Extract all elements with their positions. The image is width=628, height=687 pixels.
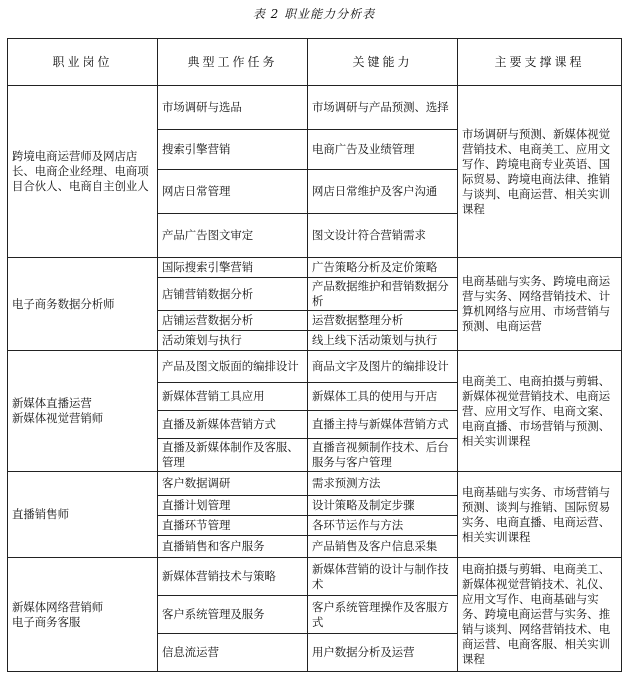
- table-row: [8, 351, 622, 383]
- skill-cell: 线上线下活动策划与执行: [308, 331, 458, 351]
- skill-cell: 新媒体工具的使用与开店: [308, 383, 458, 411]
- header-position: 职业岗位: [8, 39, 158, 86]
- job-position-cell: [8, 472, 158, 558]
- task-cell: 新媒体营销技术与策略: [158, 558, 308, 596]
- table-body: [8, 86, 622, 672]
- task-cell: 国际搜索引擎营销: [158, 258, 308, 278]
- task-cell: 客户数据调研: [158, 472, 308, 496]
- task-cell: 直播环节管理: [158, 516, 308, 536]
- skill-cell: 新媒体营销的设计与制作技术: [308, 558, 458, 596]
- table-row: [8, 258, 622, 278]
- skill-cell: 市场调研与产品预测、选择: [308, 86, 458, 130]
- task-cell: 搜索引擎营销: [158, 130, 308, 170]
- job-position-cell: [8, 258, 158, 351]
- table-row: [8, 558, 622, 596]
- header-skill: 关键能力: [308, 39, 458, 86]
- task-cell: 直播销售和客户服务: [158, 536, 308, 558]
- header-course: 主要支撑课程: [458, 39, 622, 86]
- task-cell: 店铺营销数据分析: [158, 278, 308, 311]
- table-row: [8, 472, 622, 496]
- task-cell: 新媒体营销工具应用: [158, 383, 308, 411]
- task-cell: 直播计划管理: [158, 496, 308, 516]
- job-position-cell: [8, 86, 158, 258]
- task-cell: 活动策划与执行: [158, 331, 308, 351]
- skill-cell: 商品文字及图片的编排设计: [308, 351, 458, 383]
- job-position-cell: [8, 351, 158, 472]
- task-cell: 网店日常管理: [158, 170, 308, 214]
- skill-cell: 设计策略及制定步骤: [308, 496, 458, 516]
- task-cell: 产品广告图文审定: [158, 214, 308, 258]
- header-row: [8, 39, 622, 86]
- support-course-cell: 电商基础与实务、市场营销与预测、谈判与推销、国际贸易实务、电商直播、电商运营、相关实训课程: [458, 472, 622, 558]
- skill-cell: 产品数据维护和营销数据分析: [308, 278, 458, 311]
- skill-cell: 直播主持与新媒体营销方式: [308, 411, 458, 439]
- skill-cell: 各环节运作与方法: [308, 516, 458, 536]
- task-cell: 店铺运营数据分析: [158, 311, 308, 331]
- support-course-cell: 电商基础与实务、跨境电商运营与实务、网络营销技术、计算机网络与应用、市场营销与预测、电商运营: [458, 258, 622, 351]
- task-cell: 信息流运营: [158, 634, 308, 672]
- support-course-cell: 市场调研与预测、新媒体视觉营销技术、电商美工、应用文写作、跨境电商专业英语、国际贸易、跨境电商法律、推销与谈判、电商运营、相关实训课程: [458, 86, 622, 258]
- job-position-line: 直播销售师: [12, 507, 69, 521]
- skill-cell: 图文设计符合营销需求: [308, 214, 458, 258]
- header-task: 典型工作任务: [158, 39, 308, 86]
- table-caption: 表 2 职业能力分析表: [252, 7, 376, 21]
- task-cell: 客户系统管理及服务: [158, 596, 308, 634]
- support-course-cell: 电商拍摄与剪辑、电商美工、新媒体视觉营销技术、礼仪、应用文写作、电商基础与实务、跨境电商运营与实务、推销与谈判、网络营销技术、电商运营、电商客服、相关实训课程: [458, 558, 622, 672]
- skill-cell: 网店日常维护及客户沟通: [308, 170, 458, 214]
- task-cell: 市场调研与选品: [158, 86, 308, 130]
- skill-cell: 用户数据分析及运营: [308, 634, 458, 672]
- task-cell: 直播及新媒体制作及客服、管理: [158, 439, 308, 472]
- skill-cell: 广告策略分析及定价策略: [308, 258, 458, 278]
- job-ability-table: [7, 38, 622, 672]
- skill-cell: 运营数据整理分析: [308, 311, 458, 331]
- skill-cell: 电商广告及业绩管理: [308, 130, 458, 170]
- task-cell: 产品及图文版面的编排设计: [158, 351, 308, 383]
- skill-cell: 需求预测方法: [308, 472, 458, 496]
- skill-cell: 直播音视频制作技术、后台服务与客户管理: [308, 439, 458, 472]
- table-row: [8, 86, 622, 130]
- task-cell: 直播及新媒体营销方式: [158, 411, 308, 439]
- job-position-cell: [8, 558, 158, 672]
- job-position-line: 跨境电商运营师及网店店长、电商企业经理、电商项目合伙人、电商自主创业人: [12, 149, 149, 193]
- job-position-line: 新媒体视觉营销师: [12, 411, 104, 425]
- skill-cell: 客户系统管理操作及客服方式: [308, 596, 458, 634]
- support-course-cell: 电商美工、电商拍摄与剪辑、新媒体视觉营销技术、电商运营、应用文写作、电商文案、电商直播、市场营销与预测、相关实训课程: [458, 351, 622, 472]
- job-position-line: 新媒体直播运营: [12, 396, 92, 410]
- job-position-line: 电子商务客服: [12, 614, 81, 629]
- job-position-line: 电子商务数据分析师: [12, 296, 115, 311]
- job-position-line: 新媒体网络营销师: [12, 599, 104, 614]
- skill-cell: 产品销售及客户信息采集: [308, 536, 458, 558]
